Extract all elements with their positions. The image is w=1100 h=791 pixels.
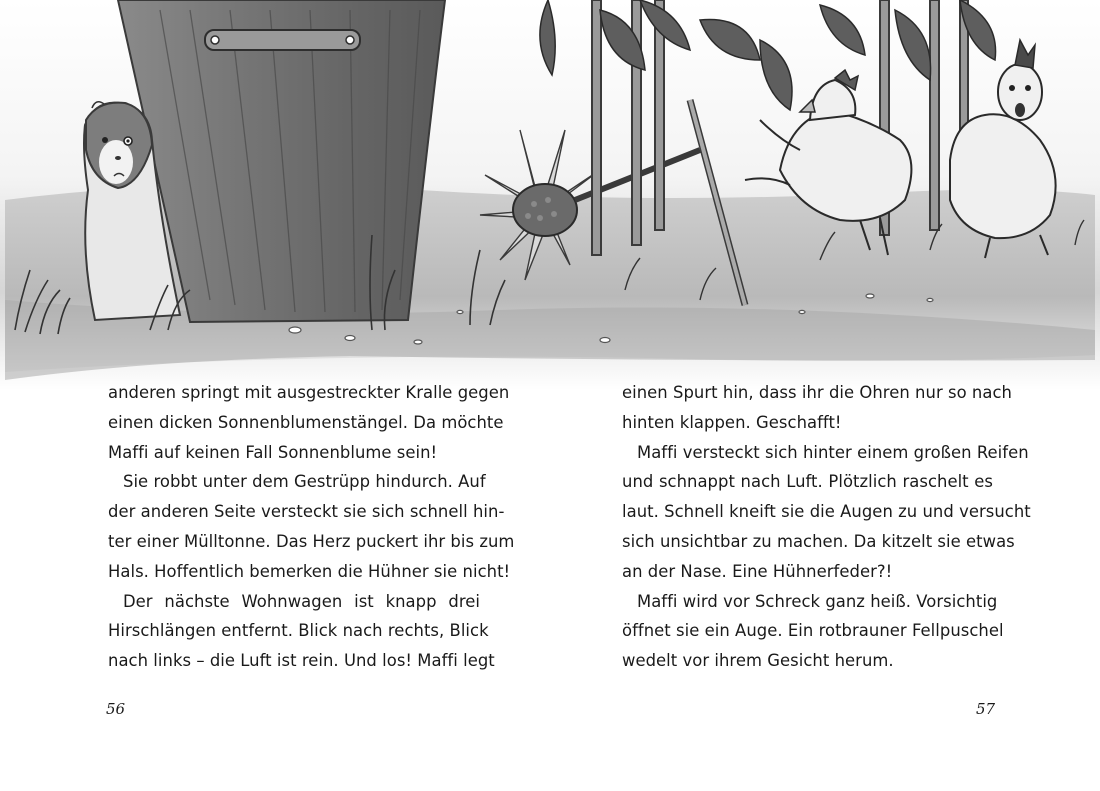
text-line: laut. Schnell kneift sie die Augen zu und versucht — [622, 502, 1031, 522]
text-line: einen dicken Sonnenblumenstängel. Da möchte — [108, 412, 504, 432]
text-line: ter einer Mülltonne. Das Herz puckert ihr bis zum — [108, 531, 515, 551]
text-line: sich unsichtbar zu machen. Da kitzelt sie etwas — [622, 531, 1015, 551]
text-line: nach links – die Luft ist rein. Und los! Maffi legt — [108, 651, 495, 671]
text-line: anderen springt mit ausgestreckter Kralle gegen — [108, 383, 510, 402]
illustration — [0, 0, 1100, 390]
text-line: Der nächste Wohnwagen ist knapp drei — [123, 591, 480, 611]
text-line: Maffi versteckt sich hinter einem großen Reifen — [637, 442, 1029, 462]
text-line: Maffi wird vor Schreck ganz heiß. Vorsichtig — [637, 591, 998, 611]
text-line: hinten klappen. Geschafft! — [622, 412, 842, 432]
right-page-text — [622, 378, 1031, 676]
text-line: Maffi auf keinen Fall Sonnenblume sein! — [108, 442, 438, 462]
text-line: Hirschlängen entfernt. Blick nach rechts, Blick — [108, 621, 489, 641]
text-line: öffnet sie ein Auge. Ein rotbrauner Fellpuschel — [622, 621, 1004, 641]
text-line: und schnappt nach Luft. Plötzlich raschelt es — [622, 472, 993, 492]
left-page-text — [108, 378, 515, 676]
text-line: einen Spurt hin, dass ihr die Ohren nur so nach — [622, 383, 1012, 402]
text-line: Hals. Hoffentlich bemerken die Hühner sie nicht! — [108, 561, 511, 581]
page-number-right: 57 — [976, 700, 996, 718]
page-number-left: 56 — [106, 700, 126, 718]
text-line: wedelt vor ihrem Gesicht herum. — [622, 651, 894, 671]
text-line: an der Nase. Eine Hühnerfeder?! — [622, 561, 893, 581]
text-line: Sie robbt unter dem Gestrüpp hindurch. Auf — [123, 472, 486, 492]
text-line: der anderen Seite versteckt sie sich schnell hin- — [108, 502, 505, 522]
